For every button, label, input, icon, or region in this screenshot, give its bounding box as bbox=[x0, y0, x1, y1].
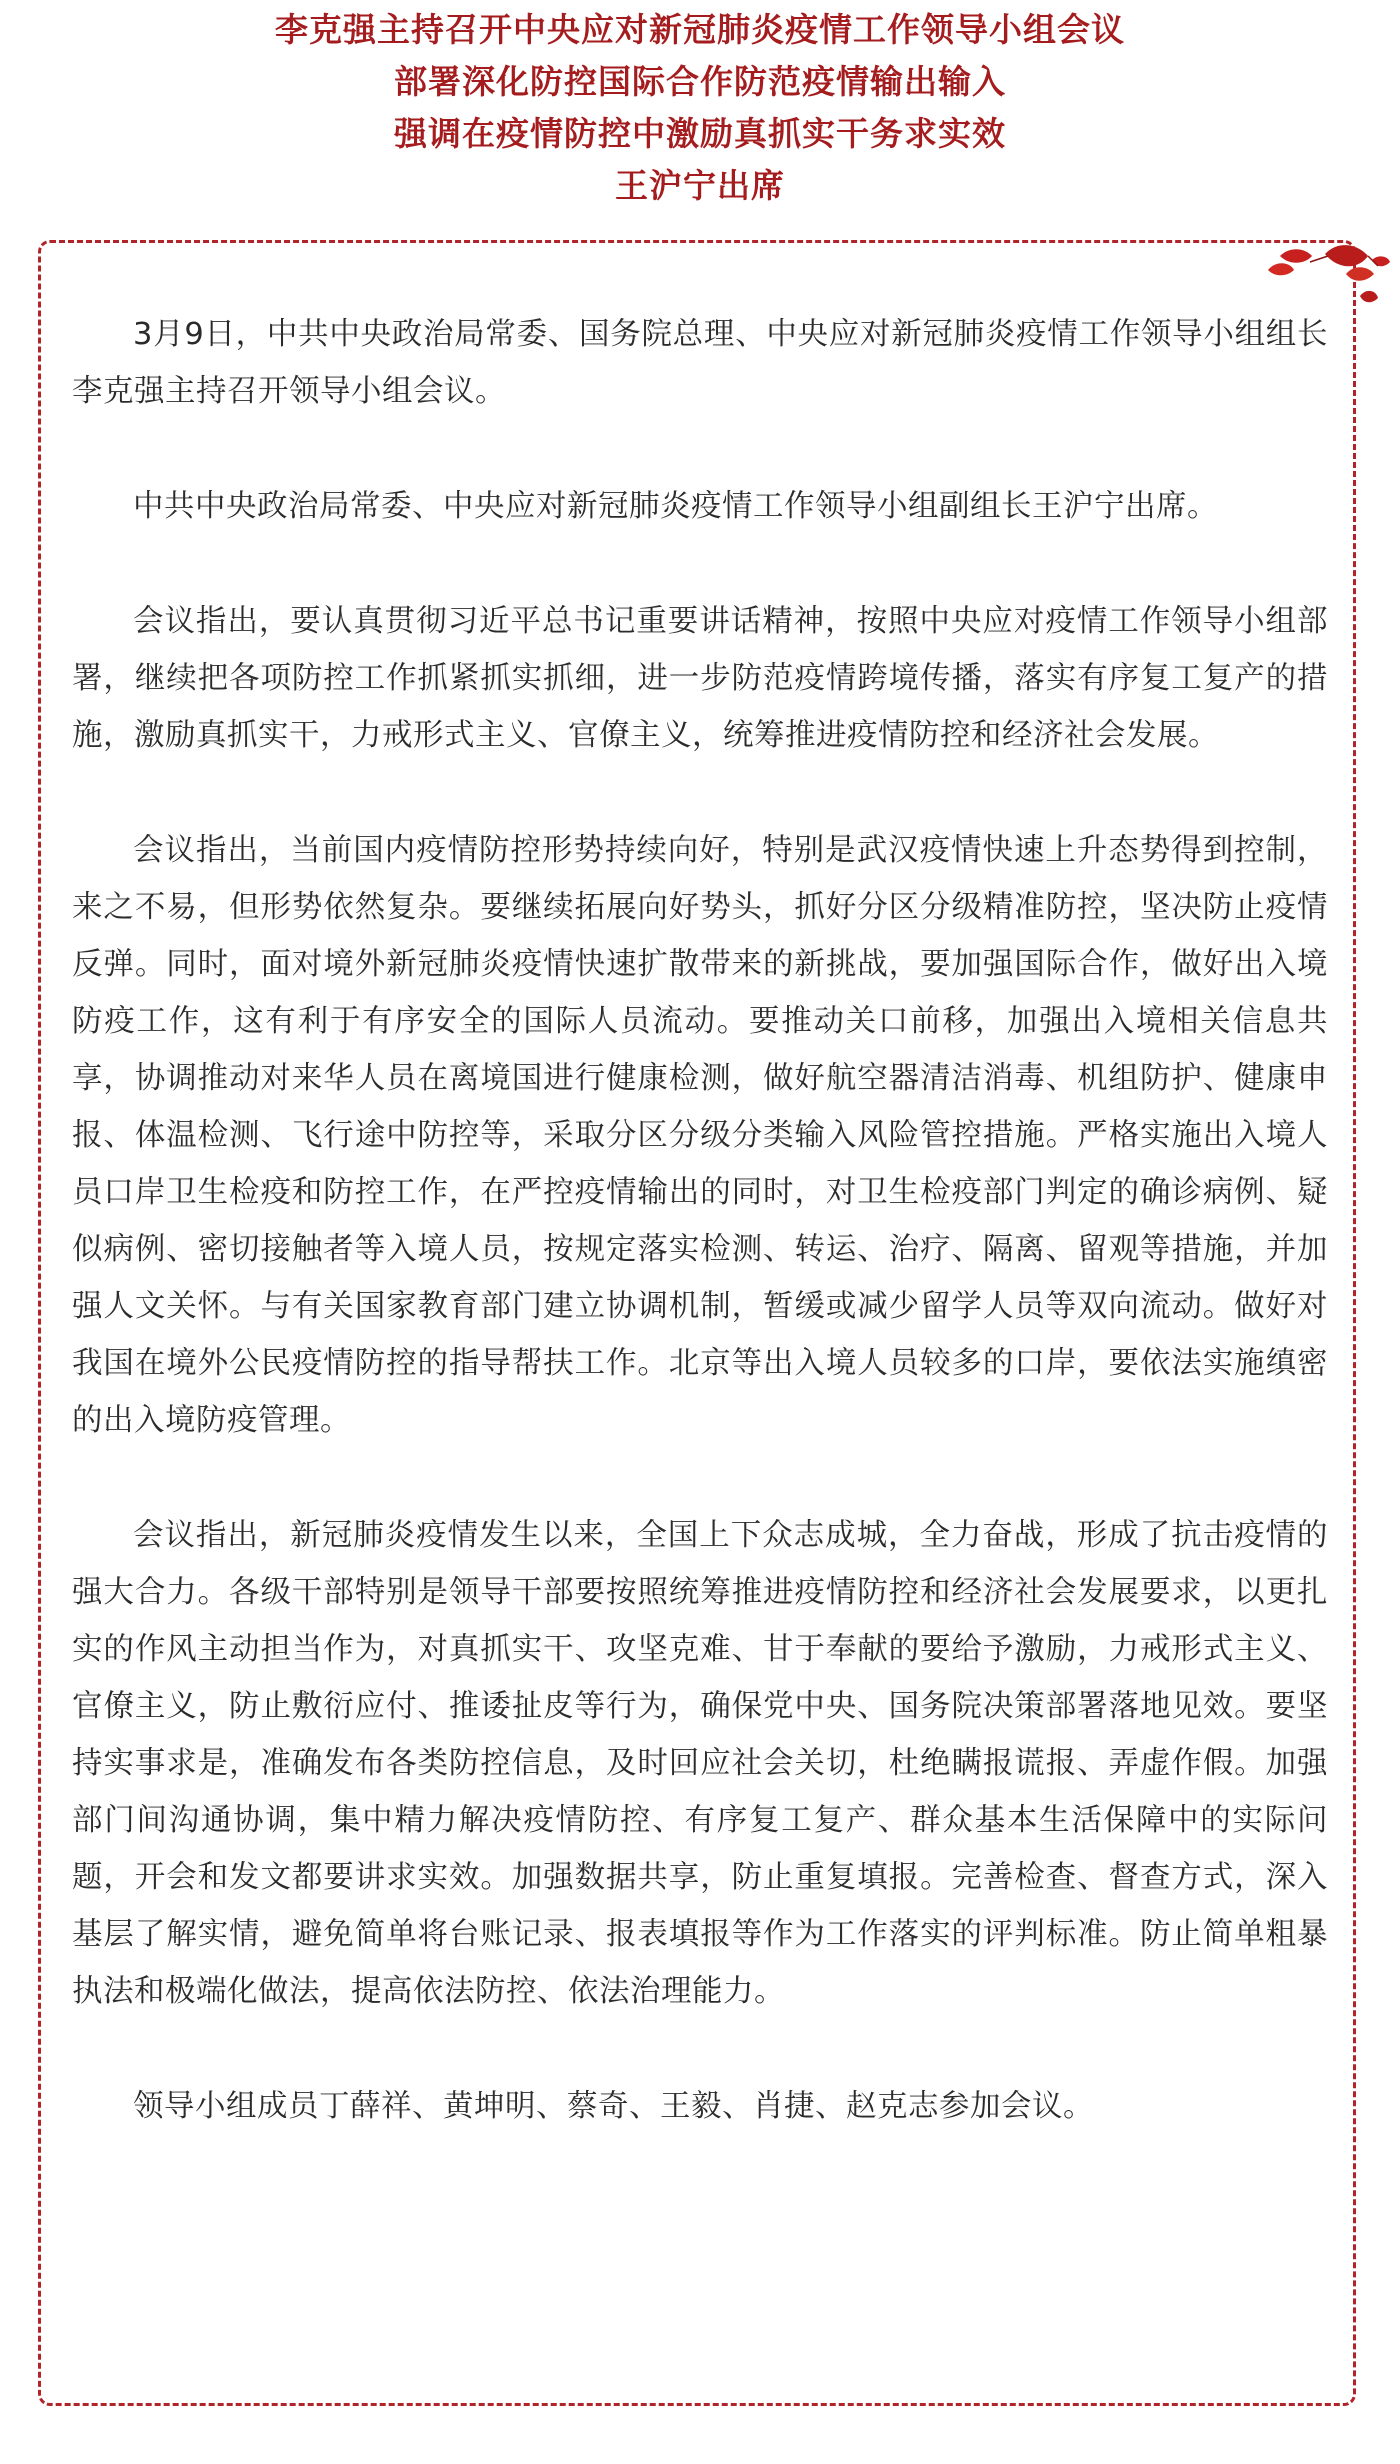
headline-line-2: 部署深化防控国际合作防范疫情输出输入 bbox=[394, 62, 1006, 101]
paragraph-6: 领导小组成员丁薛祥、黄坤明、蔡奇、王毅、肖捷、赵克志参加会议。 bbox=[133, 2089, 1094, 2124]
headline-line-3: 强调在疫情防控中激励真抓实干务求实效 bbox=[394, 114, 1006, 153]
article-headline bbox=[0, 4, 1400, 212]
paragraph-2: 中共中央政治局常委、中央应对新冠肺炎疫情工作领导小组副组长王沪宁出席。 bbox=[133, 489, 1218, 524]
paragraph-3: 会议指出，要认真贯彻习近平总书记重要讲话精神，按照中央应对疫情工作领导小组部署，继续把各项防控工作抓紧抓实抓细，进一步防范疫情跨境传播，落实有序复工复产的措施，激励真抓实干，力戒形式主义、官僚主义，统筹推进疫情防控和经济社会发展。 bbox=[72, 604, 1328, 753]
paragraph-4: 会议指出，当前国内疫情防控形势持续向好，特别是武汉疫情快速上升态势得到控制，来之不易，但形势依然复杂。要继续拓展向好势头，抓好分区分级精准防控，坚决防止疫情反弹。同时，面对境外新冠肺炎疫情快速扩散带来的新挑战，要加强国际合作，做好出入境防疫工作，这有利于有序安全的国际人员流动。要推动关口前移，加强出入境相关信息共享，协调推动对来华人员在离境国进行健康检测，做好航空器清洁消毒、机组防护、健康申报、体温检测、飞行途中防控等，采取分区分级分类输入风险管控措施。严格实施出入境人员口岸卫生检疫和防控工作，在严控疫情输出的同时，对卫生检疫部门判定的确诊病例、疑似病例、密切接触者等入境人员，按规定落实检测、转运、治疗、隔离、留观等措施，并加强人文关怀。与有关国家教育部门建立协调机制，暂缓或减少留学人员等双向流动。做好对我国在境外公民疫情防控的指导帮扶工作。北京等出入境人员较多的口岸，要依法实施缜密的出入境防疫管理。 bbox=[72, 833, 1328, 1438]
article-body bbox=[72, 306, 1328, 2193]
paragraph-1: 3月9日，中共中央政治局常委、国务院总理、中央应对新冠肺炎疫情工作领导小组组长李克强主持召开领导小组会议。 bbox=[72, 317, 1328, 409]
headline-line-1: 李克强主持召开中央应对新冠肺炎疫情工作领导小组会议 bbox=[275, 10, 1125, 49]
paragraph-5: 会议指出，新冠肺炎疫情发生以来，全国上下众志成城，全力奋战，形成了抗击疫情的强大合力。各级干部特别是领导干部要按照统筹推进疫情防控和经济社会发展要求，以更扎实的作风主动担当作为，对真抓实干、攻坚克难、甘于奉献的要给予激励，力戒形式主义、官僚主义，防止敷衍应付、推诿扯皮等行为，确保党中央、国务院决策部署落地见效。要坚持实事求是，准确发布各类防控信息，及时回应社会关切，杜绝瞒报谎报、弄虚作假。加强部门间沟通协调，集中精力解决疫情防控、有序复工复产、群众基本生活保障中的实际问题，开会和发文都要讲求实效。加强数据共享，防止重复填报。完善检查、督查方式，深入基层了解实情，避免简单将台账记录、报表填报等作为工作落实的评判标准。防止简单粗暴执法和极端化做法，提高依法防控、依法治理能力。 bbox=[72, 1518, 1328, 2009]
headline-line-4: 王沪宁出席 bbox=[615, 166, 785, 205]
